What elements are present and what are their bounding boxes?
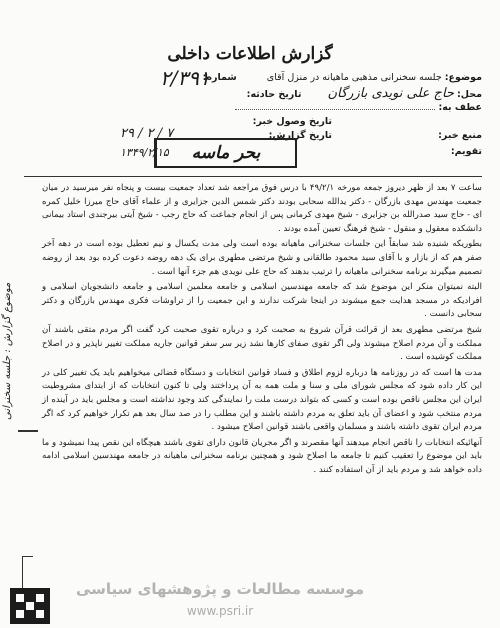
location-line (247, 86, 482, 101)
header-divider (24, 176, 482, 177)
number-label: شماره: (202, 72, 237, 83)
paragraph-2: بطوریکه شنیده شد سابقاً این جلسات سخنرانی ماهیانه بوده است ولی مدت یکسال و نیم تعطیل بوده است در دهه آخر صفر هم که از بازار و با آقای سید محمود طالقانی و شیخ مرتضی مطهری برای یک دهه روضه دعوت کرده بود بعد از روضه تصمیم میگیرند برنامه سخنرانی ماهیانه را ترتیب بدهند که حاج علی نویدی هم جزء آنها است . (42, 239, 482, 277)
subject-text: جلسه سخنرانی مذهبی ماهیانه در منزل آقای (266, 72, 442, 83)
document-number: ۲/۳۹۱ (160, 66, 210, 90)
paragraph-3: البته نمیتوان منکر این موضوع شد که جامعه مهندسین اسلامی و جامعه معلمین اسلامی و جامعه دانشجویان اسلامی و افرادیکه در مسجد هدایت جمع میشوند در اینجا شرکت ندارند و این جمعیت را از تراوشات فکری مهندس بازرگان و دکتر سحابی دانست . (42, 282, 482, 320)
margin-dash-mark (18, 430, 38, 432)
report-date-value: ۱۳۴۹/۲/۱۵ (120, 146, 169, 159)
receipt-date-label: تاریخ وصول خبر: (252, 116, 332, 127)
evaluation-line (451, 146, 482, 157)
report-title: گزارش اطلاعات داخلی (167, 44, 333, 64)
subject-label: موضوع: (444, 72, 482, 83)
paragraph-1: ساعت ۷ بعد از ظهر دیروز جمعه مورخه ۴۹/۲/۱ با درس فوق مراجعه شد تعداد جمعیت بیست و پنجاه نفر میرسید در میان جمعیت مهندس مهدی بازرگان - دکتر یدالله سحابی بودند دکتر شمس الدین جزایری و از علماء آقای حاج میرزا خلیل کمره ای - حاج سید صدرالله بن جزایری - شیخ مهدی کرمانی پس از انجام جماعت که حاج رجب - شیخ آیتی بیرجندی استاد بیمانی دانشکده معقول و منقول - شیخ فرهنگ تعیین آمده بودند . (42, 183, 482, 234)
report-body (42, 182, 482, 479)
location-label: محل: (456, 89, 482, 100)
paragraph-4: شیخ مرتضی مطهری بعد از قرائت قرآن شروع به صحبت کرد و درباره تقوی صحبت کرد گفت اگر مردم متقی باشند آن مملکت و آن مردم اصلاح میشوند ولی اگر تقوی صفای کارها نشد زیر سر سفر قوانین جاریه مملکت تغییر ناپذیر و در اصلاح مملکت کوشیده است . (42, 324, 482, 363)
report-date-label: تاریخ گزارش: (268, 130, 332, 141)
paragraph-6: آنهائیکه انتخابات را ناقص انجام میدهند آنها مقصرند و اگر مجریان قانون دارای تقوی باشند هیچگاه این نقص پیدا نمیشود و ما باید این موضوع را تعقیب کنیم تا جامعه ما اصلاح شود و همچنین برنامه سخنرانی ماهیانه در جامعه مهندسین اسلامی ادامه داده خواهد شد و مردم باید از آن استفاده کنند . (42, 437, 482, 475)
receipt-date-line (253, 116, 332, 127)
watermark-text: موسسه مطالعات و پژوهشهای سیاسی (75, 580, 365, 598)
paragraph-5: مدت ها است که در روزنامه ها درباره لزوم اطلاق و فساد قوانین انتخابات و دستگاه قضائی میخواهیم باید یک تغییر کلی در این کار داده شود که مجلس شورای ملی و سنا و ملت همه به آن پرداختند ولی تا کنون انتخابات که از ابتدای مشروطیت ایران این مجلس ناقص بوده است و کسی که بتواند درست ملت را نمایندگی کند وجود نداشته است و مجلس باید در آینده از مردم منتخب شود و اعضای آن باید تعلق به مردم داشته باشند و این مطلب را در صد سال بعد هم تکرار خواهیم کرد که اگر مردم ایران تقوی داشته باشند و مسلمان واقعی باشند قوانین اصلاح میشود . (42, 367, 482, 433)
attachment-label: عطف به: (438, 102, 482, 113)
source-line (438, 130, 482, 141)
news-source-label: منبع خبر: (438, 130, 482, 141)
evaluation-label: تقویم: (450, 146, 482, 157)
classification-stamp: بحر ماسه (154, 138, 297, 168)
receipt-date-value: ۲۹ / ۲ / ۷ (120, 126, 174, 141)
institute-logo-icon (10, 588, 50, 624)
event-date-label: تاریخ حادثه: (246, 89, 302, 100)
attachment-line (235, 102, 482, 113)
location-text: حاج علی نویدی بازرگان (327, 86, 454, 101)
watermark-url: www.psri.ir (186, 604, 254, 618)
subject-line (203, 72, 482, 83)
handwritten-margin-note: موضوع گزارش : جلسه سخنرانی (2, 282, 13, 420)
